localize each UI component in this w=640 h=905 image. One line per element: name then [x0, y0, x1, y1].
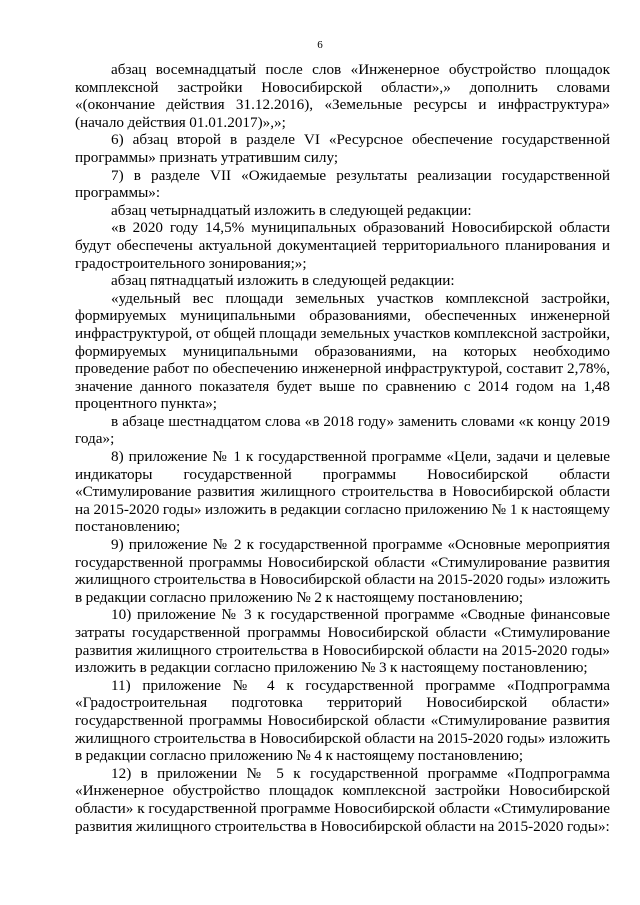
paragraph-3: 7) в разделе VII «Ожидаемые результаты реализации государственной программы»: — [75, 166, 610, 202]
paragraph-9: 8) приложение № 1 к государственной программе «Цели, задачи и целевые индикаторы государственной программы Новосибирской области «Стимулирование развития жилищного строительства в Новосибирской области на 2015-2020 годы» изложить в редакции согласно приложению № 1 к настоящему постановлению; — [75, 448, 610, 536]
paragraph-7: «удельный вес площади земельных участков комплексной застройки, формируемых муниципальными образованиями, обеспеченных инженерной инфраструктурой, от общей площади земельных участков комплексной застройки, формируемых муниципальными образованиями, на которых необходимо проведение работ по обеспечению инженерной инфраструктурой, составит 2,78%, значение данного показателя будет выше по сравнению с 2014 годом на 1,48 процентного пункта»; — [75, 289, 610, 413]
page-number: 6 — [317, 39, 323, 51]
paragraph-5: «в 2020 году 14,5% муниципальных образований Новосибирской области будут обеспечены актуальной документацией территориального планирования и градостроительного зонирования;»; — [75, 219, 610, 272]
paragraph-11: 10) приложение № 3 к государственной программе «Сводные финансовые затраты государственной программы Новосибирской области «Стимулирование развития жилищного строительства в Новосибирской области на 2015-2020 годы» изложить в редакции согласно приложению № 3 к настоящему постановлению; — [75, 606, 610, 677]
paragraph-8: в абзаце шестнадцатом слова «в 2018 году» заменить словами «к концу 2019 года»; — [75, 412, 610, 448]
document-body — [75, 61, 610, 835]
paragraph-6: абзац пятнадцатый изложить в следующей редакции: — [111, 272, 455, 290]
paragraph-12: 11) приложение № 4 к государственной программе «Подпрограмма «Градостроительная подготовка территорий Новосибирской области» государственной программы Новосибирской области «Стимулирование развития жилищного строительства в Новосибирской области на 2015-2020 годы» изложить в редакции согласно приложению № 4 к настоящему постановлению; — [75, 676, 610, 765]
paragraph-1: абзац восемнадцатый после слов «Инженерное обустройство площадок комплексной застройки Новосибирской области»,» дополнить словами «(окончание действия 31.12.2016), «Земельные ресурсы и инфраструктура» (начало действия 01.01.2017)»,»; — [75, 61, 610, 131]
paragraph-13: 12) в приложении № 5 к государственной программе «Подпрограмма «Инженерное обустройство площадок комплексной застройки Новосибирской области» к государственной программе Новосибирской области «Стимулирование развития жилищного строительства в Новосибирской области на 2015-2020 годы»: — [75, 764, 610, 835]
paragraph-10: 9) приложение № 2 к государственной программе «Основные мероприятия государственной программы Новосибирской области «Стимулирование развития жилищного строительства в Новосибирской области на 2015-2020 годы» изложить в редакции согласно приложению № 2 к настоящему постановлению; — [75, 536, 610, 606]
paragraph-4: абзац четырнадцатый изложить в следующей редакции: — [111, 201, 472, 219]
paragraph-2: 6) абзац второй в разделе VI «Ресурсное обеспечение государственной программы» признать утратившим силу; — [75, 131, 610, 166]
